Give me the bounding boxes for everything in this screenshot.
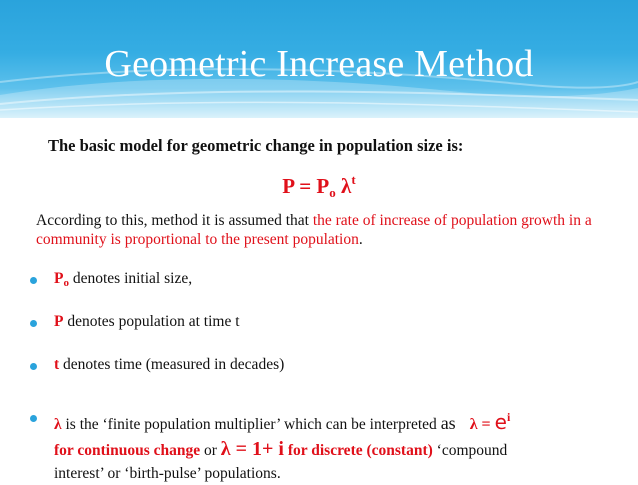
formula-sub: o: [329, 185, 336, 200]
bullet-symbol: λ: [54, 416, 62, 433]
bullet4-exp: i: [506, 410, 511, 424]
lead-text: The basic model for geometric change in population size is:: [48, 136, 464, 155]
bullet-dot-icon: [30, 320, 37, 327]
description-paragraph: [36, 211, 616, 249]
slide-title: Geometric Increase Method: [104, 43, 534, 85]
bullet-text: denotes initial size,: [68, 270, 193, 287]
formula-lambda: λ: [335, 174, 352, 198]
bullet-symbol: P: [54, 313, 64, 330]
bullet4-disc: for discrete (constant): [283, 442, 433, 459]
bullet-dot-icon: [30, 363, 37, 370]
bullet-dot-icon: [30, 277, 37, 284]
list-item: [28, 405, 618, 485]
list-item: [28, 356, 618, 374]
bullet-symbol-sub: o: [63, 277, 69, 289]
bullet-symbol: t: [54, 356, 60, 373]
formula-p: P = P: [282, 174, 330, 198]
bullet-symbol: P: [54, 270, 64, 287]
list-item: [28, 270, 618, 289]
bullet4-e: e: [494, 410, 507, 434]
bullet4-or: or: [200, 442, 221, 459]
bullet4-line3: interest’ or ‘birth-pulse’ populations.: [54, 465, 281, 482]
bullet-dot-icon: [30, 415, 37, 422]
bullet-text: denotes population at time t: [63, 313, 240, 330]
header-band: [0, 0, 638, 118]
list-item: [28, 313, 618, 331]
bullet4-line2: [54, 437, 618, 463]
bullet4-text1: is the ‘finite population multiplier’ which can be interpreted: [61, 416, 441, 433]
para-end: .: [358, 231, 363, 248]
para-highlight: the rate of increase of population growth in a community is proportional to the present population: [36, 212, 592, 248]
bullet4-as: as: [440, 413, 456, 433]
bullet-list: [28, 270, 618, 482]
formula: [0, 172, 638, 201]
formula-sup: t: [351, 172, 356, 187]
para-plain: According to this, method it is assumed that: [36, 212, 313, 229]
bullet4-tail1: ‘compound: [432, 442, 508, 459]
bullet4-cont: for continuous change: [54, 442, 201, 459]
bullet4-eq2: λ = 1+ i: [220, 438, 284, 460]
bullet4-eq1: λ =: [469, 416, 495, 433]
bullet-text: denotes time (measured in decades): [59, 356, 285, 373]
bullet4-line1: [54, 405, 618, 437]
